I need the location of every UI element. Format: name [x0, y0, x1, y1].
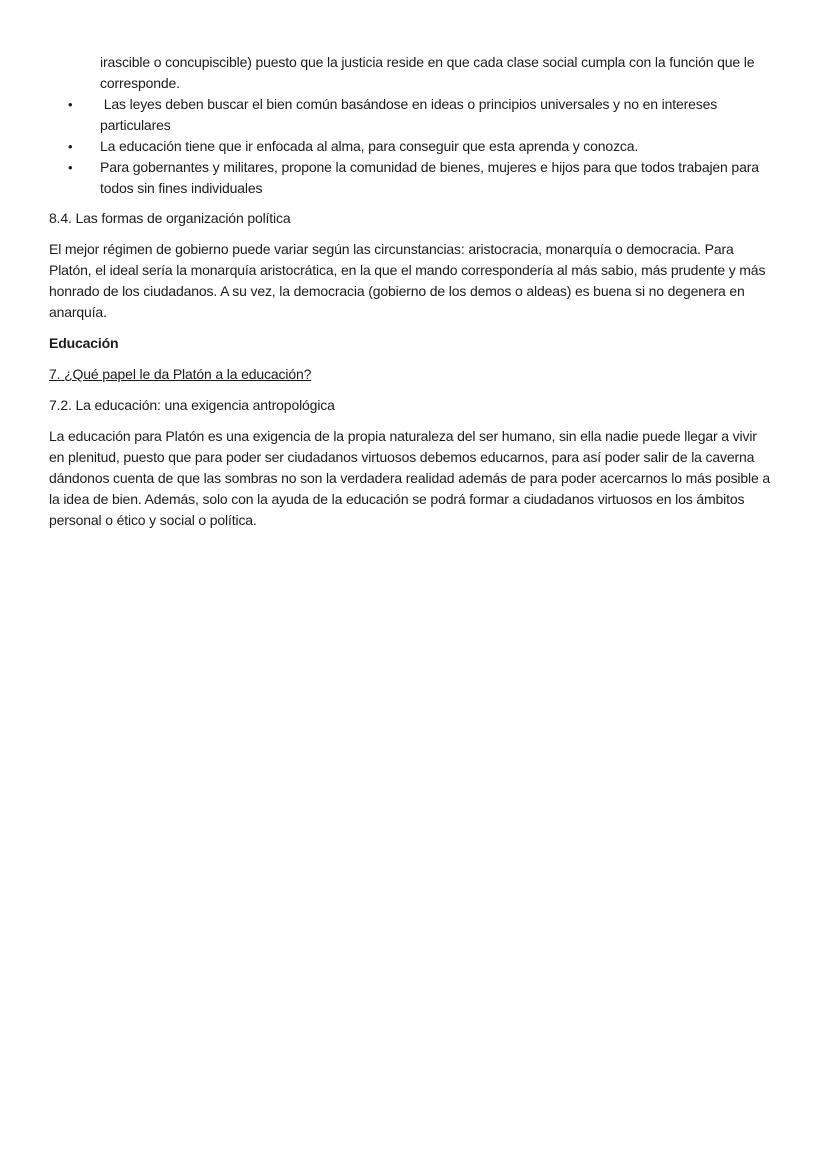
section-heading-papel-educacion: 7. ¿Qué papel le da Platón a la educación? [49, 366, 312, 382]
list-item [49, 157, 771, 199]
section-heading-educacion: Educación [49, 335, 119, 351]
bullet-icon: • [68, 160, 73, 175]
list-item-text: Para gobernantes y militares, propone la comunidad de bienes, mujeres e hijos para que todos trabajen para todos sin fines individuales [100, 159, 763, 196]
list-item-text: La educación tiene que ir enfocada al alma, para conseguir que esta aprenda y conozca. [100, 138, 639, 154]
bullet-continuation-text: irascible o concupiscible) puesto que la justicia reside en que cada clase social cumpla con la función que le corresponde. [100, 54, 759, 91]
bullet-icon: • [68, 139, 73, 154]
list-item [49, 136, 771, 157]
document-content [49, 52, 771, 541]
list-item-text: Las leyes deben buscar el bien común basándose en ideas o principios universales y no en intereses particulares [100, 96, 721, 133]
bullet-icon: • [68, 97, 73, 112]
paragraph-exigencia-antropologica: La educación para Platón es una exigencia de la propia naturaleza del ser humano, sin ella nadie puede llegar a vivir en plenitud, puesto que para poder ser ciudadanos virtuosos debemos educarnos, para así poder salir de la caverna dándonos cuenta de que las sombras no son la verdadera realidad además de para poder acercarnos lo más posible a la idea de bien. Además, solo con la ayuda de la educación se podrá formar a ciudadanos virtuosos en los ámbitos personal o ético y social o política. [49, 428, 771, 528]
list-item [49, 94, 771, 136]
section-heading-exigencia-antropologica: 7.2. La educación: una exigencia antropológica [49, 397, 335, 413]
bullet-list [49, 52, 771, 199]
section-heading-formas-organizacion: 8.4. Las formas de organización política [49, 210, 291, 226]
paragraph-formas-organizacion: El mejor régimen de gobierno puede variar según las circunstancias: aristocracia, monarquía o democracia. Para Platón, el ideal sería la monarquía aristocrática, en la que el mando correspondería al más sabio, más prudente y más honrado de los ciudadanos. A su vez, la democracia (gobierno de los demos o aldeas) es buena si no degenera en anarquía. [49, 241, 766, 320]
